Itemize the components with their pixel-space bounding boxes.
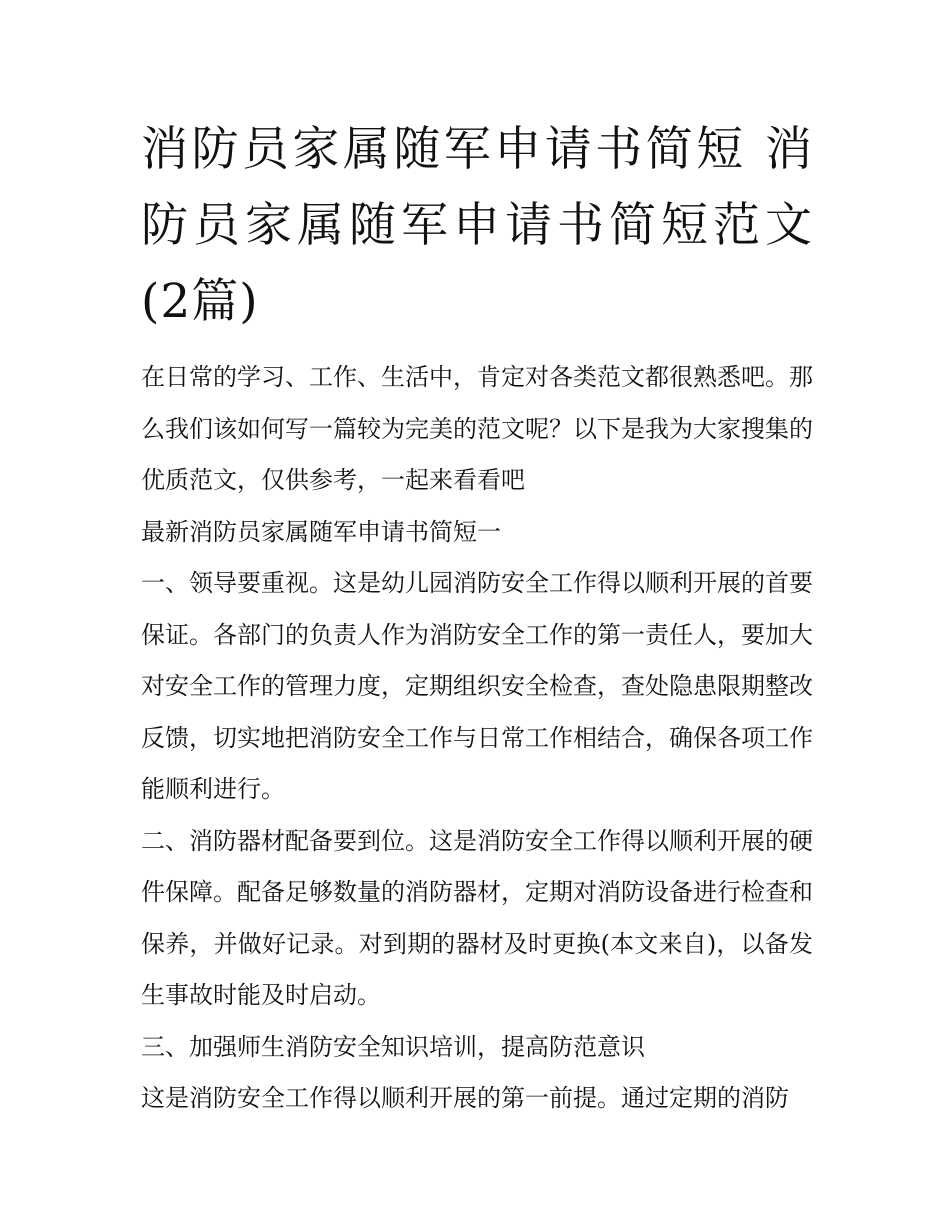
- document-title: 消防员家属随军申请书简短 消防员家属随军申请书简短范文(2篇): [141, 122, 813, 329]
- intro-paragraph: 在日常的学习、工作、生活中，肯定对各类范文都很熟悉吧。那么我们该如何写一篇较为完美的范文呢？以下是我为大家搜集的优质范文，仅供参考，一起来看看吧: [141, 363, 813, 494]
- body-paragraph: 二、消防器材配备要到位。这是消防安全工作得以顺利开展的硬件保障。配备足够数量的消防器材，定期对消防设备进行检查和保养，并做好记录。对到期的器材及时更换(本文来自)，以备发生事故时能及时启动。: [141, 826, 813, 1009]
- section-heading: 最新消防员家属随军申请书简短一: [141, 517, 501, 546]
- body-paragraph: 这是消防安全工作得以顺利开展的第一前提。通过定期的消防: [141, 1084, 789, 1112]
- body-paragraph: 三、加强师生消防安全知识培训，提高防范意识: [141, 1032, 645, 1061]
- body-paragraph: 一、领导要重视。这是幼儿园消防安全工作得以顺利开展的首要保证。各部门的负责人作为消防安全工作的第一责任人，要加大对安全工作的管理力度，定期组织安全检查，查处隐患限期整改反馈，切实地把消防安全工作与日常工作相结合，确保各项工作能顺利进行。: [141, 569, 813, 803]
- document-page: [141, 112, 813, 1125]
